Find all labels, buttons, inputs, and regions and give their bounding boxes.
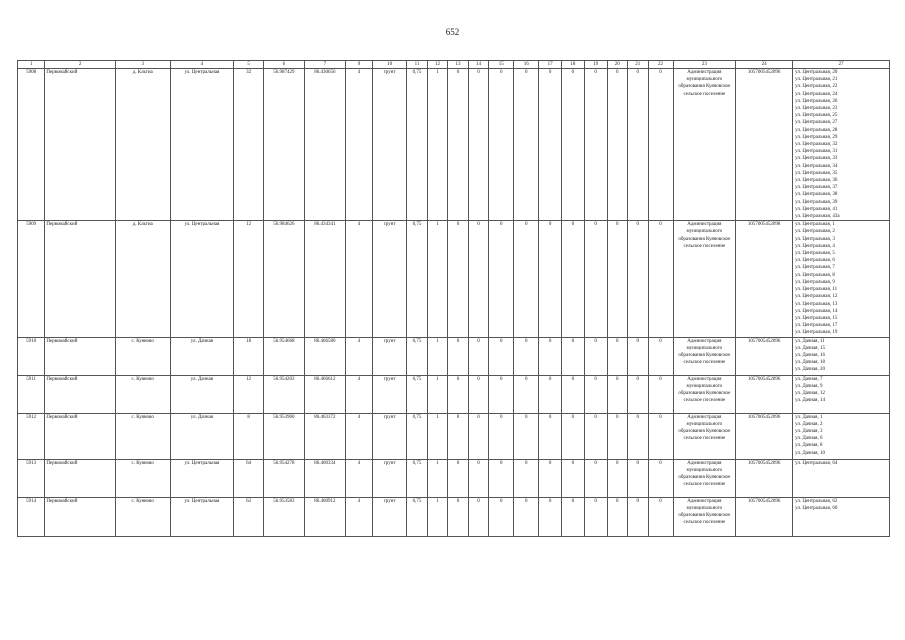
address-line: ул. Центральная, 17: [795, 323, 838, 329]
cell-settlement: с. Куяново: [115, 497, 170, 536]
address-line: ул. Центральная, 35: [795, 170, 838, 176]
cell-id: 5911: [18, 375, 45, 413]
cell-c22: 0: [648, 413, 673, 459]
address-line: ул. Центральная, 4: [795, 243, 835, 249]
cell-owner: Администрация муниципального образования Куяновское сельское поселение: [673, 497, 736, 536]
cell-ogrn: 1057005452096: [736, 413, 793, 459]
cell-lat: 56.953960: [263, 413, 304, 459]
address-line: ул. Центральная, 6: [795, 258, 835, 264]
cell-c19: 0: [584, 497, 607, 536]
cell-lon: 86.466612: [304, 375, 345, 413]
cell-owner: Администрация муниципального образования Куяновское сельское поселение: [673, 337, 736, 375]
cell-settlement: д. Кльтиа: [115, 221, 170, 337]
cell-c18: 0: [562, 69, 585, 221]
cell-c16: 0: [514, 69, 539, 221]
cell-c22: 0: [648, 69, 673, 221]
address-line: ул. Центральная, 64: [795, 460, 838, 466]
cell-c22: 0: [648, 221, 673, 337]
address-line: ул. Центральная, 34: [795, 163, 838, 169]
cell-c15: 0: [489, 69, 514, 221]
cell-lon: 86.466580: [304, 337, 345, 375]
address-line: ул. Дачная, 12: [795, 390, 825, 396]
address-line: ул. Центральная, 13: [795, 301, 838, 307]
address-line: ул. Дачная, 6: [795, 436, 823, 442]
cell-c9: 4: [345, 221, 372, 337]
column-header: 5: [234, 61, 264, 69]
cell-c10: грунт: [373, 413, 407, 459]
cell-c13: 0: [448, 459, 468, 497]
cell-settlement: д. Кльтиа: [115, 69, 170, 221]
address-line: ул. Центральная, 5: [795, 251, 835, 257]
cell-street: ул. Дачная: [170, 413, 234, 459]
column-header: 15: [489, 61, 514, 69]
address-line: ул. Центральная, 7: [795, 265, 835, 271]
cell-id: 5913: [18, 459, 45, 497]
cell-settlement: с. Куяново: [115, 375, 170, 413]
column-header: 14: [468, 61, 488, 69]
cell-c13: 0: [448, 337, 468, 375]
address-line: ул. Центральная, 20: [795, 70, 838, 75]
address-line: ул. Дачная, 10: [795, 450, 825, 456]
table-row: [18, 413, 890, 459]
cell-ogrn: 1057005452096: [736, 69, 793, 221]
table-row: [18, 221, 890, 337]
cell-len: 12: [234, 375, 264, 413]
column-header: 16: [514, 61, 539, 69]
address-line: ул. Дачная, 11: [795, 338, 825, 344]
cell-len: 12: [234, 221, 264, 337]
address-line: ул. Дачная, 15: [795, 345, 825, 351]
address-line: ул. Центральная, 14: [795, 308, 838, 314]
cell-lat: 56.954278: [263, 459, 304, 497]
column-header: 11: [407, 61, 427, 69]
cell-c17: 0: [539, 69, 562, 221]
cell-c19: 0: [584, 459, 607, 497]
cell-street: ул. Центральная: [170, 497, 234, 536]
column-header: 17: [539, 61, 562, 69]
column-header: 10: [373, 61, 407, 69]
cell-c22: 0: [648, 459, 673, 497]
column-header: 23: [673, 61, 736, 69]
cell-district: Первомайский: [45, 413, 116, 459]
cell-c21: 0: [628, 221, 648, 337]
column-header: 2: [45, 61, 116, 69]
cell-addresses: [793, 459, 890, 497]
address-line: ул. Центральная, 11: [795, 287, 838, 293]
cell-len: 8: [234, 413, 264, 459]
cell-c17: 0: [539, 337, 562, 375]
address-line: ул. Дачная, 7: [795, 376, 823, 382]
address-line: ул. Центральная, 21: [795, 77, 838, 83]
address-line: ул. Центральная, 36: [795, 178, 838, 184]
address-line: ул. Центральная, 60: [795, 505, 838, 511]
cell-lon: 86.460912: [304, 497, 345, 536]
address-line: ул. Центральная, 33: [795, 156, 838, 162]
cell-c16: 0: [514, 337, 539, 375]
cell-c9: 4: [345, 459, 372, 497]
column-header: 27: [793, 61, 890, 69]
address-line: ул. Центральная, 37: [795, 185, 838, 191]
address-line: ул. Центральная, 2: [795, 229, 835, 235]
cell-c17: 0: [539, 459, 562, 497]
address-line: ул. Дачная, 3: [795, 428, 823, 434]
cell-lon: 86.460334: [304, 459, 345, 497]
cell-c15: 0: [489, 413, 514, 459]
address-line: ул. Центральная, 19: [795, 330, 838, 336]
cell-c19: 0: [584, 69, 607, 221]
cell-addresses: [793, 69, 890, 221]
address-line: ул. Центральная, 31: [795, 149, 838, 155]
cell-c17: 0: [539, 413, 562, 459]
cell-c21: 0: [628, 413, 648, 459]
address-line: ул. Дачная, 18: [795, 360, 825, 366]
cell-c14: 0: [468, 337, 488, 375]
cell-owner: Администрация муниципального образования Куяновское сельское поселение: [673, 413, 736, 459]
cell-c21: 0: [628, 375, 648, 413]
cell-district: Первомайский: [45, 221, 116, 337]
cell-c11: 0,75: [407, 497, 427, 536]
address-line: ул. Дачная, 16: [795, 352, 825, 358]
column-header: 6: [263, 61, 304, 69]
cell-c18: 0: [562, 459, 585, 497]
cell-c9: 4: [345, 69, 372, 221]
cell-ogrn: 1057005452098: [736, 221, 793, 337]
address-line: ул. Центральная, 24: [795, 91, 838, 97]
column-header: 12: [427, 61, 447, 69]
cell-street: ул. Дачная: [170, 337, 234, 375]
cell-c10: грунт: [373, 459, 407, 497]
cell-c21: 0: [628, 459, 648, 497]
address-line: ул. Центральная, 12: [795, 294, 838, 300]
cell-c18: 0: [562, 497, 585, 536]
cell-c19: 0: [584, 221, 607, 337]
cell-c16: 0: [514, 375, 539, 413]
cell-c20: 0: [607, 69, 627, 221]
column-header: 7: [304, 61, 345, 69]
cell-c10: грунт: [373, 221, 407, 337]
roads-table: [17, 60, 890, 537]
cell-len: 62: [234, 497, 264, 536]
column-header: 21: [628, 61, 648, 69]
cell-c9: 4: [345, 337, 372, 375]
cell-c11: 0,75: [407, 375, 427, 413]
cell-c20: 0: [607, 337, 627, 375]
cell-ogrn: 1057005452096: [736, 497, 793, 536]
cell-c14: 0: [468, 375, 488, 413]
cell-street: ул. Центральная: [170, 69, 234, 221]
cell-owner: Администрация муниципального образования Куяновское сельское поселение: [673, 69, 736, 221]
cell-c13: 0: [448, 375, 468, 413]
address-line: ул. Дачная, 14: [795, 398, 825, 404]
cell-c21: 0: [628, 69, 648, 221]
cell-c18: 0: [562, 413, 585, 459]
cell-c20: 0: [607, 221, 627, 337]
cell-c21: 0: [628, 497, 648, 536]
cell-lon: 86.463372: [304, 413, 345, 459]
address-line: ул. Центральная, 39: [795, 199, 838, 205]
cell-c21: 0: [628, 337, 648, 375]
cell-c14: 0: [468, 221, 488, 337]
cell-c11: 0,75: [407, 337, 427, 375]
cell-district: Первомайский: [45, 69, 116, 221]
cell-c14: 0: [468, 413, 488, 459]
cell-district: Первомайский: [45, 375, 116, 413]
cell-lon: 86.434341: [304, 221, 345, 337]
column-header: 18: [562, 61, 585, 69]
cell-c13: 0: [448, 413, 468, 459]
address-line: ул. Центральная, 8: [795, 272, 835, 278]
cell-c19: 0: [584, 413, 607, 459]
cell-c18: 0: [562, 375, 585, 413]
address-line: ул. Центральная, 38: [795, 192, 838, 198]
cell-len: 64: [234, 459, 264, 497]
cell-c16: 0: [514, 413, 539, 459]
cell-c20: 0: [607, 375, 627, 413]
cell-lat: 56.987429: [263, 69, 304, 221]
cell-c11: 0,75: [407, 459, 427, 497]
cell-c17: 0: [539, 221, 562, 337]
cell-id: 5909: [18, 221, 45, 337]
address-line: ул. Центральная, 43а: [795, 214, 840, 220]
header-row: [18, 61, 890, 69]
address-line: ул. Дачная, 8: [795, 443, 823, 449]
column-header: 3: [115, 61, 170, 69]
cell-c12: 1: [427, 337, 447, 375]
cell-len: 18: [234, 337, 264, 375]
cell-owner: Администрация муниципального образования Куяновское сельское поселение: [673, 375, 736, 413]
cell-c14: 0: [468, 497, 488, 536]
table-row: [18, 375, 890, 413]
cell-settlement: с. Куяново: [115, 413, 170, 459]
address-line: ул. Центральная, 3: [795, 236, 835, 242]
cell-c10: грунт: [373, 69, 407, 221]
cell-ogrn: 1057005452096: [736, 459, 793, 497]
address-line: ул. Дачная, 1: [795, 414, 823, 420]
cell-c22: 0: [648, 375, 673, 413]
cell-c13: 0: [448, 221, 468, 337]
table-row: [18, 497, 890, 536]
address-line: ул. Центральная, 26: [795, 98, 838, 104]
cell-id: 5914: [18, 497, 45, 536]
column-header: 9: [345, 61, 372, 69]
cell-c22: 0: [648, 337, 673, 375]
cell-addresses: [793, 497, 890, 536]
cell-c15: 0: [489, 337, 514, 375]
column-header: 19: [584, 61, 607, 69]
cell-c15: 0: [489, 221, 514, 337]
cell-c18: 0: [562, 221, 585, 337]
cell-c11: 0,75: [407, 69, 427, 221]
cell-id: 5908: [18, 69, 45, 221]
address-line: ул. Центральная, 41: [795, 206, 838, 212]
cell-lon: 86.430656: [304, 69, 345, 221]
cell-lat: 56.984626: [263, 221, 304, 337]
address-line: ул. Дачная, 9: [795, 383, 823, 389]
cell-c13: 0: [448, 497, 468, 536]
cell-ogrn: 1057005452096: [736, 337, 793, 375]
cell-c12: 1: [427, 497, 447, 536]
cell-c10: грунт: [373, 497, 407, 536]
cell-c19: 0: [584, 337, 607, 375]
cell-c16: 0: [514, 497, 539, 536]
address-line: ул. Центральная, 22: [795, 84, 838, 90]
cell-owner: Администрация муниципального образования Куяновское сельское поселение: [673, 459, 736, 497]
cell-settlement: с. Куяново: [115, 337, 170, 375]
cell-addresses: [793, 221, 890, 337]
address-line: ул. Центральная, 27: [795, 120, 838, 126]
cell-c10: грунт: [373, 375, 407, 413]
cell-c14: 0: [468, 69, 488, 221]
cell-district: Первомайский: [45, 459, 116, 497]
cell-addresses: [793, 413, 890, 459]
table-row: [18, 459, 890, 497]
cell-c19: 0: [584, 375, 607, 413]
address-line: ул. Центральная, 1: [795, 222, 835, 228]
cell-lat: 56.954668: [263, 337, 304, 375]
address-line: ул. Дачная, 20: [795, 367, 825, 373]
column-header: 20: [607, 61, 627, 69]
cell-c14: 0: [468, 459, 488, 497]
table-row: [18, 337, 890, 375]
column-header: 22: [648, 61, 673, 69]
cell-c20: 0: [607, 413, 627, 459]
address-line: ул. Центральная, 15: [795, 315, 838, 321]
cell-c18: 0: [562, 337, 585, 375]
cell-c13: 0: [448, 69, 468, 221]
cell-ogrn: 1057005452096: [736, 375, 793, 413]
cell-street: ул. Центральная: [170, 221, 234, 337]
cell-c16: 0: [514, 459, 539, 497]
cell-street: ул. Дачная: [170, 375, 234, 413]
cell-c12: 1: [427, 69, 447, 221]
cell-district: Первомайский: [45, 337, 116, 375]
address-line: ул. Дачная, 2: [795, 421, 823, 427]
cell-c20: 0: [607, 497, 627, 536]
cell-c17: 0: [539, 375, 562, 413]
cell-lat: 56.954203: [263, 375, 304, 413]
column-header: 24: [736, 61, 793, 69]
cell-addresses: [793, 337, 890, 375]
cell-lat: 56.953583: [263, 497, 304, 536]
cell-owner: Администрация муниципального образования Куяновское сельское поселение: [673, 221, 736, 337]
cell-c17: 0: [539, 497, 562, 536]
address-line: ул. Центральная, 32: [795, 142, 838, 148]
cell-c22: 0: [648, 497, 673, 536]
cell-c12: 1: [427, 413, 447, 459]
cell-c15: 0: [489, 459, 514, 497]
cell-id: 5910: [18, 337, 45, 375]
cell-c20: 0: [607, 459, 627, 497]
cell-c12: 1: [427, 375, 447, 413]
cell-id: 5912: [18, 413, 45, 459]
column-header: 1: [18, 61, 45, 69]
address-line: ул. Центральная, 29: [795, 134, 838, 140]
cell-c12: 1: [427, 459, 447, 497]
page-number: 652: [445, 27, 460, 37]
column-header: 4: [170, 61, 234, 69]
cell-c16: 0: [514, 221, 539, 337]
cell-c11: 0,75: [407, 413, 427, 459]
cell-len: 32: [234, 69, 264, 221]
address-line: ул. Центральная, 9: [795, 279, 835, 285]
cell-c9: 4: [345, 497, 372, 536]
cell-district: Первомайский: [45, 497, 116, 536]
address-line: ул. Центральная, 25: [795, 113, 838, 119]
cell-c12: 1: [427, 221, 447, 337]
column-header: 13: [448, 61, 468, 69]
address-line: ул. Центральная, 23: [795, 106, 838, 112]
table-row: [18, 69, 890, 221]
cell-street: ул. Центральная: [170, 459, 234, 497]
address-line: ул. Центральная, 62: [795, 498, 838, 504]
cell-c10: грунт: [373, 337, 407, 375]
cell-c9: 4: [345, 413, 372, 459]
cell-c9: 4: [345, 375, 372, 413]
cell-c15: 0: [489, 497, 514, 536]
cell-c11: 0,75: [407, 221, 427, 337]
address-line: ул. Центральная, 28: [795, 127, 838, 133]
cell-c15: 0: [489, 375, 514, 413]
cell-addresses: [793, 375, 890, 413]
cell-settlement: с. Куяново: [115, 459, 170, 497]
